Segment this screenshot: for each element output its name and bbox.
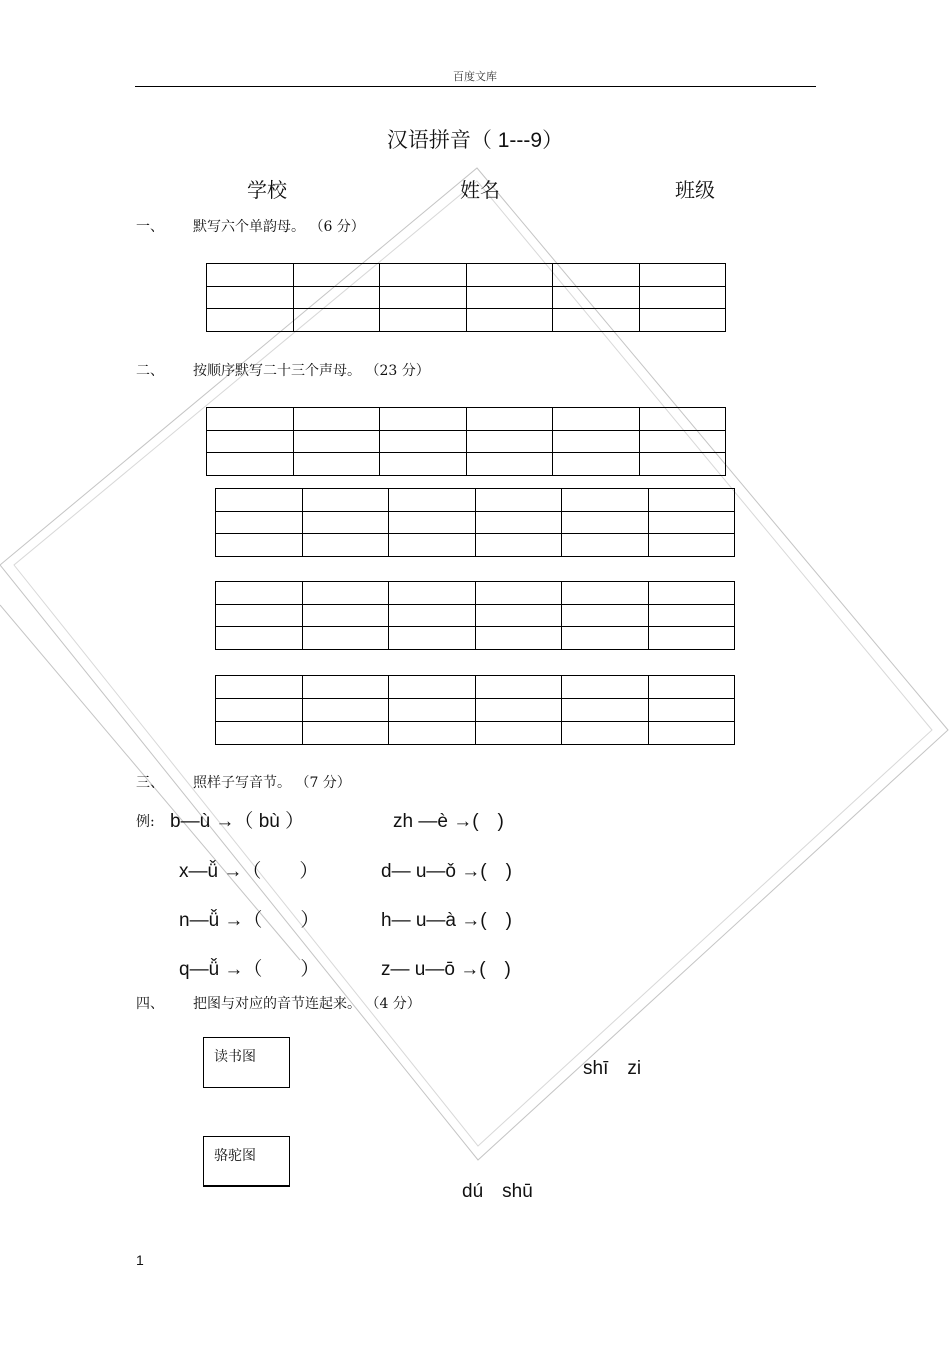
question-4-text: 把图与对应的音节连起来。 （4 分） xyxy=(193,996,421,1012)
question-1-number: 一、 xyxy=(136,219,164,235)
exercise-d-u-o[interactable]: d— u—ǒ →( ) xyxy=(381,861,512,882)
header-divider xyxy=(135,86,816,87)
syllable-du-shu[interactable]: dú shū xyxy=(462,1181,533,1202)
question-4-number: 四、 xyxy=(136,996,164,1012)
school-field-label: 学校 xyxy=(247,178,287,202)
exercise-q-u[interactable]: q—ǚ →（ ） xyxy=(179,959,320,980)
syllable-shi-zi[interactable]: shī zi xyxy=(583,1058,642,1079)
camel-picture-label: 骆驼图 xyxy=(214,1148,256,1164)
exercise-x-u[interactable]: x—ǚ →（ ） xyxy=(179,861,319,882)
page-number: 1 xyxy=(136,1252,144,1268)
question-3-number: 三、 xyxy=(136,775,164,791)
page-title: 汉语拼音（ 1---9） xyxy=(386,129,564,152)
name-field-label: 姓名 xyxy=(460,178,500,202)
question-2-text: 按顺序默写二十三个声母。 （23 分） xyxy=(193,363,430,379)
initials-grid-3[interactable] xyxy=(215,581,735,650)
reading-picture-box[interactable] xyxy=(203,1037,290,1088)
example-syllable: b—ù →（ bù ） xyxy=(170,811,305,832)
exercise-z-u-o[interactable]: z— u—ō →( ) xyxy=(381,959,511,980)
reading-picture-label: 读书图 xyxy=(214,1049,256,1065)
initials-grid-2[interactable] xyxy=(215,488,735,557)
question-2-number: 二、 xyxy=(136,363,164,379)
initials-grid-1[interactable] xyxy=(206,407,726,476)
vowel-writing-grid[interactable] xyxy=(206,263,726,332)
question-1-text: 默写六个单韵母。 （6 分） xyxy=(193,219,365,235)
exercise-h-u-a[interactable]: h— u—à →( ) xyxy=(381,910,512,931)
exercise-zh-e[interactable]: zh —è →( ) xyxy=(393,811,504,832)
camel-picture-box[interactable] xyxy=(203,1136,290,1187)
header-site-name: 百度文库 xyxy=(453,70,497,83)
initials-grid-4[interactable] xyxy=(215,675,735,745)
exercise-n-u[interactable]: n—ǚ →（ ） xyxy=(179,910,320,931)
question-3-text: 照样子写音节。 （7 分） xyxy=(193,775,351,791)
example-label: 例: xyxy=(136,814,155,830)
class-field-label: 班级 xyxy=(675,178,715,202)
